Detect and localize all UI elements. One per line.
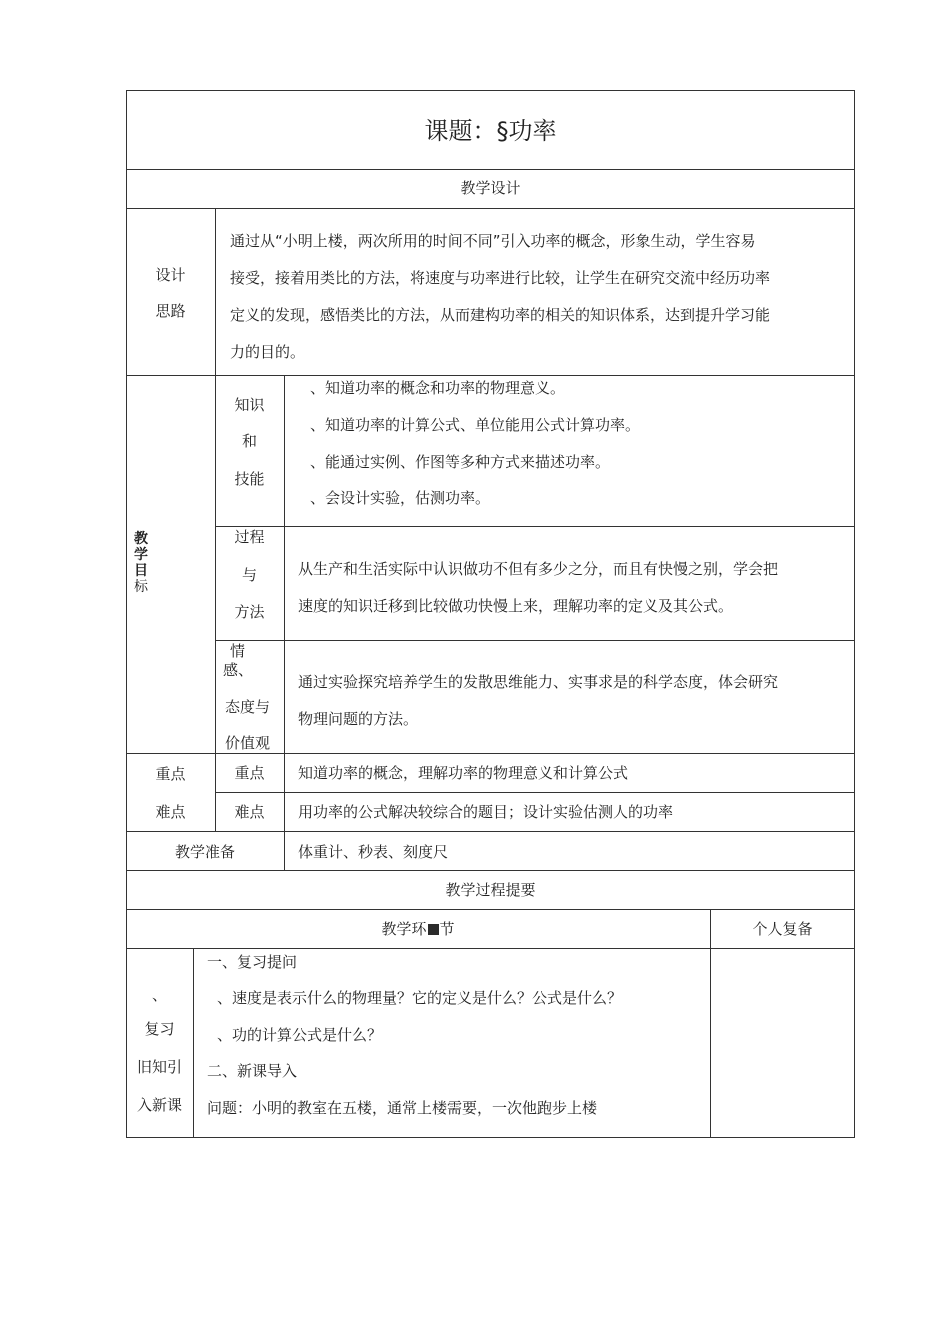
review-line: 、功的计算公式是什么？	[217, 1026, 383, 1044]
goals-label: 标	[134, 579, 148, 595]
key-difficult-label: 难点	[155, 803, 186, 821]
design-idea-text: 定义的发现，感悟类比的方法，从而建构功率的相关的知识体系，达到提升学习能	[230, 306, 771, 324]
knowledge-item: 、知道功率的计算公式、单位能用公式计算功率。	[310, 416, 641, 434]
row-divider	[126, 831, 855, 832]
design-idea-text: 接受，接着用类比的方法，将速度与功率进行比较，让学生在研究交流中经历功率	[230, 269, 771, 287]
key-difficult-label: 重点	[155, 765, 186, 783]
row-divider	[126, 208, 855, 209]
column-divider	[193, 948, 194, 1138]
page-title: 课题：§功率	[424, 117, 557, 145]
preparation-text: 体重计、秒表、刻度尺	[298, 843, 449, 861]
key-point-label: 重点	[234, 764, 265, 782]
knowledge-label: 技能	[234, 470, 265, 488]
section-heading-process: 教学过程提要	[445, 881, 536, 899]
column-divider	[284, 375, 285, 870]
design-idea-text: 力的目的。	[230, 343, 306, 361]
difficult-point-label: 难点	[234, 803, 265, 821]
review-line: 问题：小明的教室在五楼，通常上楼需要，一次他跑步上楼	[207, 1099, 598, 1117]
review-label: 复习	[144, 1020, 175, 1038]
emotion-text: 物理问题的方法。	[298, 710, 419, 728]
section-heading-design: 教学设计	[460, 179, 521, 197]
column-header-text: 教学环	[381, 920, 427, 938]
difficult-point-text: 用功率的公式解决较综合的题目；设计实验估测人的功率	[298, 803, 674, 821]
knowledge-item: 、会设计实验，估测功率。	[310, 489, 491, 507]
row-divider	[215, 526, 855, 527]
review-label: 旧知引	[136, 1058, 182, 1076]
column-header-teaching-step	[126, 922, 710, 937]
knowledge-label: 和	[241, 432, 257, 450]
goals-label: 教	[134, 531, 148, 547]
preparation-label: 教学准备	[174, 843, 235, 861]
knowledge-label: 知识	[234, 396, 265, 414]
key-point-text: 知道功率的概念，理解功率的物理意义和计算公式	[298, 764, 629, 782]
column-header-personal: 个人复备	[752, 920, 813, 938]
row-divider	[126, 753, 855, 754]
emotion-label: 态度与	[225, 698, 271, 716]
review-line: 、速度是表示什么的物理量？它的定义是什么？公式是什么？	[217, 989, 623, 1007]
row-divider	[215, 640, 855, 641]
row-divider	[126, 169, 855, 170]
process-label: 过程	[234, 528, 265, 546]
emotion-label: 情	[230, 642, 246, 660]
emotion-text: 通过实验探究培养学生的发散思维能力、实事求是的科学态度，体会研究	[298, 673, 779, 691]
goals-label: 学	[134, 547, 148, 563]
design-idea-label: 思路	[155, 302, 186, 320]
row-divider	[126, 870, 855, 871]
emotion-label: 价值观	[225, 734, 271, 752]
process-label: 方法	[234, 603, 265, 621]
review-line: 一、复习提问	[207, 953, 298, 971]
process-label: 与	[241, 566, 257, 584]
knowledge-item: 、知道功率的概念和功率的物理意义。	[310, 379, 566, 397]
goals-label: 目	[134, 563, 148, 579]
design-idea-text: 通过从“小明上楼，两次所用的时间不同”引入功率的概念，形象生动，学生容易	[230, 232, 756, 250]
square-glyph-icon	[428, 924, 439, 935]
process-text: 速度的知识迁移到比较做功快慢上来，理解功率的定义及其公式。	[298, 597, 734, 615]
column-divider	[710, 909, 711, 1138]
knowledge-item: 、能通过实例、作图等多种方式来描述功率。	[310, 453, 611, 471]
review-label: 入新课	[136, 1096, 182, 1114]
row-divider	[215, 792, 855, 793]
review-line: 二、新课导入	[207, 1062, 298, 1080]
review-label: 、	[151, 986, 167, 1004]
row-divider	[126, 909, 855, 910]
design-idea-label: 设计	[155, 266, 186, 284]
row-divider	[126, 375, 855, 376]
column-header-text: 节	[439, 920, 455, 938]
emotion-label: 感、	[223, 661, 254, 679]
row-divider	[126, 948, 855, 949]
process-text: 从生产和生活实际中认识做功不但有多少之分，而且有快慢之别，学会把	[298, 560, 779, 578]
column-divider	[215, 208, 216, 831]
